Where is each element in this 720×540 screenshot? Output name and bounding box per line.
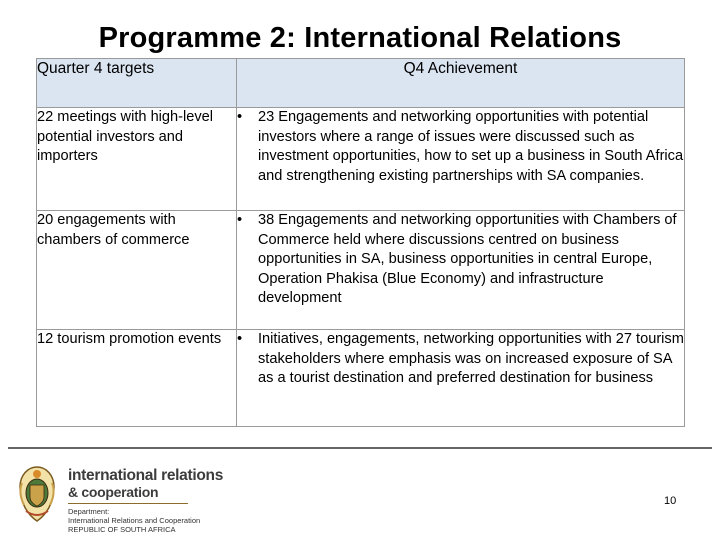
- logo-country: REPUBLIC OF SOUTH AFRICA: [68, 525, 176, 534]
- achievement-bullet-item: [237, 108, 684, 186]
- department-logo: [68, 468, 223, 534]
- achievement-bullet-item: [237, 330, 684, 389]
- page-number: 10: [664, 495, 677, 507]
- table-header-row: [37, 59, 685, 108]
- table-row: [37, 211, 685, 330]
- header-quarter-targets: Quarter 4 targets: [37, 59, 237, 108]
- logo-department-label: Department:: [68, 507, 110, 516]
- achievement-cell: [237, 108, 685, 211]
- bullet-icon: •: [237, 212, 243, 228]
- targets-table: [36, 58, 685, 427]
- footer-divider: [8, 447, 712, 449]
- table-row: [37, 330, 685, 427]
- achievement-bullet-item: [237, 211, 684, 309]
- table-row: [37, 108, 685, 211]
- coat-of-arms-icon: [14, 463, 60, 525]
- achievement-cell: [237, 211, 685, 330]
- achievement-cell: [237, 330, 685, 427]
- page-title: Programme 2: International Relations: [98, 22, 622, 54]
- logo-title: international relations: [68, 467, 224, 484]
- achievement-text: 38 Engagements and networking opportunities with Chambers of Commerce held where discussions centred on business opportunities in SA, business opportunities in central Europe, Operation Phakisa (Blue Economy) and infrastructure development: [258, 212, 677, 306]
- target-cell: 20 engagements with chambers of commerce: [37, 211, 237, 330]
- logo-department-name: International Relations and Cooperation: [68, 516, 201, 525]
- header-q4-achievement: Q4 Achievement: [237, 59, 685, 108]
- bullet-icon: •: [237, 331, 243, 347]
- logo-divider: [68, 503, 188, 504]
- logo-subtitle: & cooperation: [68, 484, 159, 500]
- achievement-text: Initiatives, engagements, networking opportunities with 27 tourism stakeholders where emphasis was on increased exposure of SA as a tourist destination and preferred destination for business: [258, 331, 684, 386]
- achievement-text: 23 Engagements and networking opportunities with potential investors where a range of issues were discussed such as investment opportunities, how to set up a business in South Africa and strengthening existing partnerships with SA companies.: [258, 109, 684, 184]
- target-cell: 12 tourism promotion events: [37, 330, 237, 427]
- bullet-icon: •: [237, 109, 243, 125]
- target-cell: 22 meetings with high-level potential investors and importers: [37, 108, 237, 211]
